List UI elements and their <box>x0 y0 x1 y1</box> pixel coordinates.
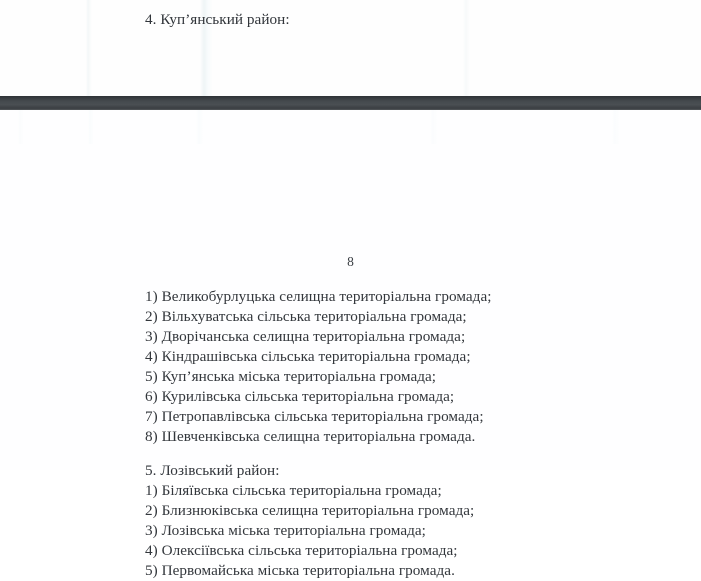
list-item: 7) Петропавлівська сільська територіальна громада; <box>145 408 484 425</box>
list-item: 8) Шевченківська селищна територіальна громада. <box>145 428 476 445</box>
scan-seam-divider <box>0 96 701 110</box>
list-item: 5) Первомайська міська територіальна громада. <box>145 562 455 579</box>
section-heading-lozova: 5. Лозівський район: <box>145 462 280 479</box>
list-item: 5) Куп’янська міська територіальна громада; <box>145 368 437 385</box>
list-item: 1) Великобурлуцька селищна територіальна громада; <box>145 288 492 305</box>
list-item: 3) Лозівська міська територіальна громада; <box>145 522 426 539</box>
scan-artifact-streaks <box>0 110 701 144</box>
list-item: 3) Дворічанська селищна територіальна громада; <box>145 328 466 345</box>
list-item: 2) Вільхуватська сільська територіальна громада; <box>145 308 467 325</box>
list-item: 2) Близнюківська селищна територіальна громада; <box>145 502 475 519</box>
scanned-page-fragment-bottom <box>0 110 701 579</box>
section-heading-kupyansk: 4. Куп’янський район: <box>145 11 290 28</box>
list-item: 4) Олексіївська сільська територіальна громада; <box>145 542 458 559</box>
list-item: 4) Кіндрашівська сільська територіальна громада; <box>145 348 471 365</box>
page-number: 8 <box>347 254 354 269</box>
list-item: 6) Курилівська сільська територіальна громада; <box>145 388 455 405</box>
list-kupyansk-hromadas <box>145 287 492 447</box>
list-item: 1) Біляївська сільська територіальна громада; <box>145 482 442 499</box>
scanned-page-fragment-top <box>0 0 701 96</box>
section-lozova <box>145 461 474 581</box>
